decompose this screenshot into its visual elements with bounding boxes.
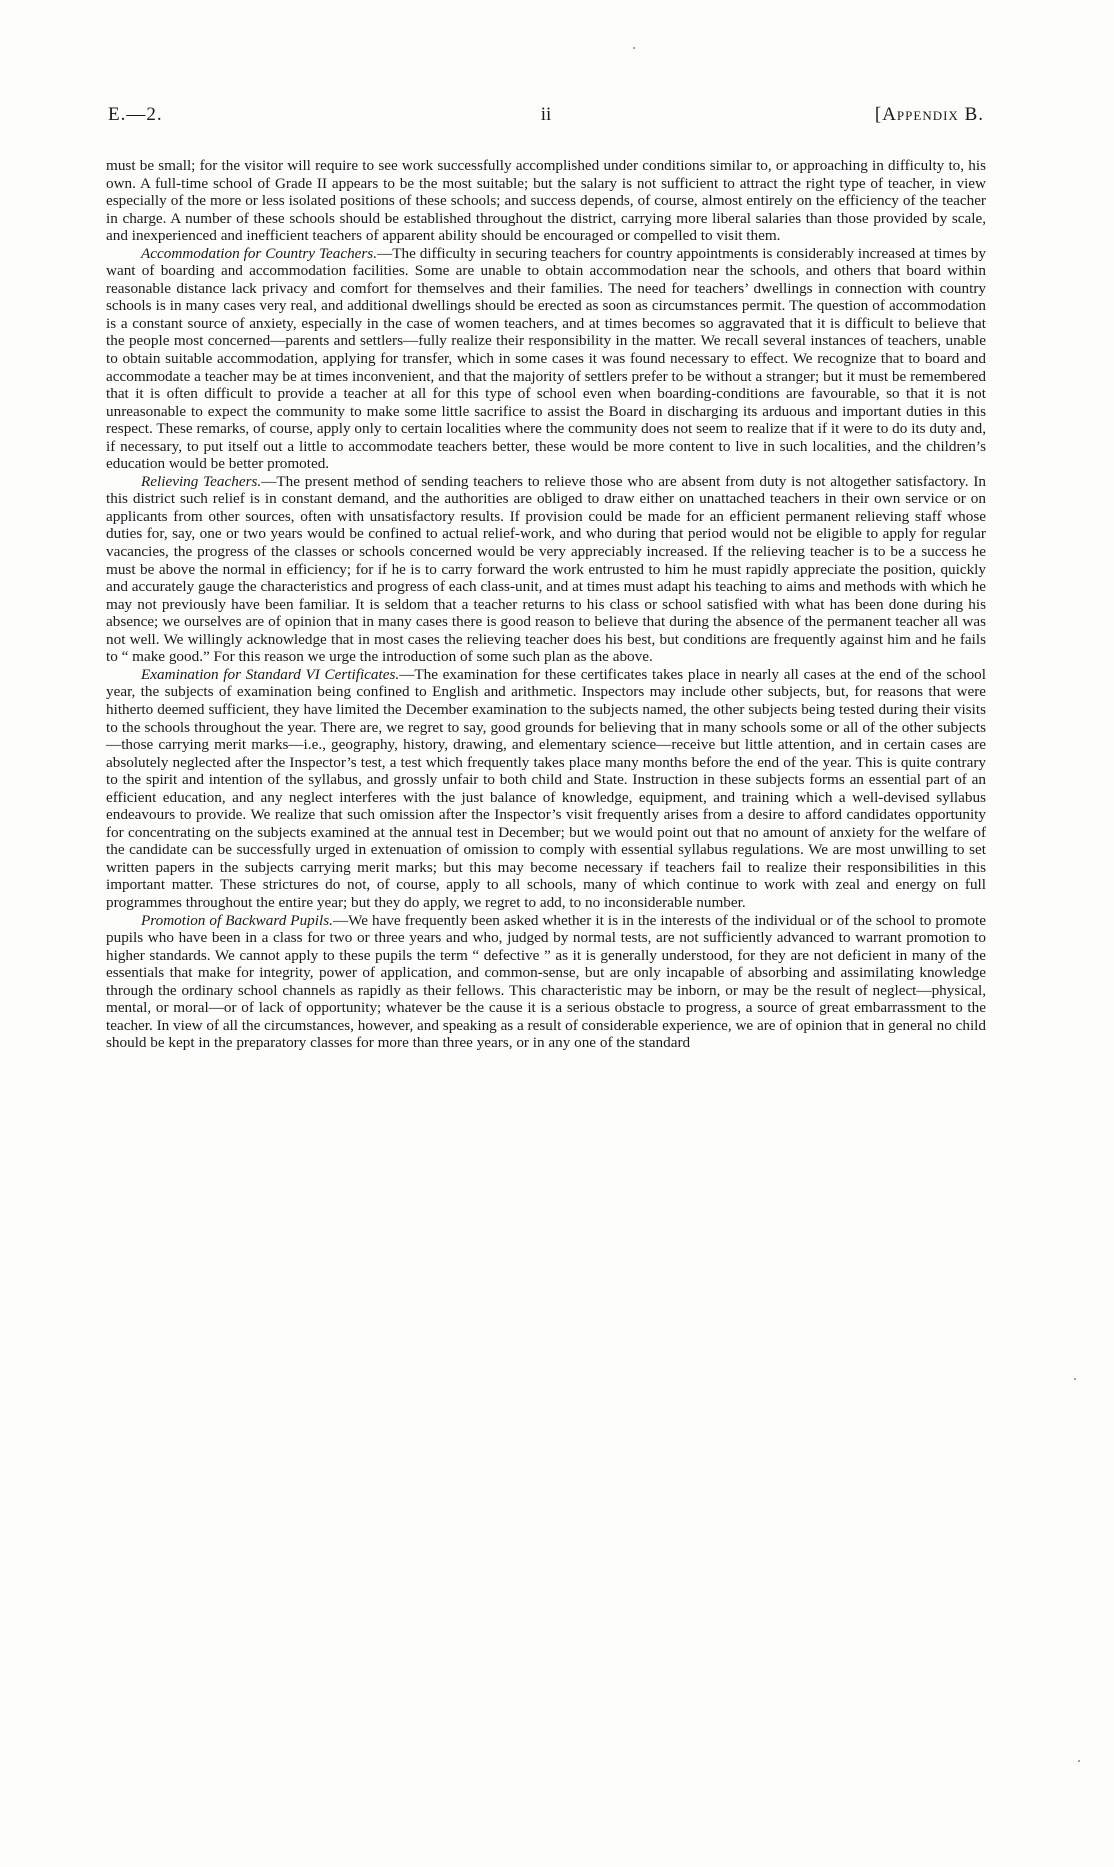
section-heading: Examination for Standard VI Certificates. bbox=[141, 665, 400, 683]
paragraph-text: —The present method of sending teachers to relieve those who are absent from duty is not altogether satisfactory. In this district such relief is in constant demand, and the authorities are obliged to draw either on unattached teachers in their own service or on applicants from other sources, often with unsatisfactory results. If provision could be made for an efficient permanent relieving staff whose duties for, say, one or two years would be confined to actual relief-work, and who during that period would not be eligible to apply for regular vacancies, the progress of the classes or schools concerned would be very appreciably increased. If the relieving teacher is to be a success he must be above the normal in efficiency; for if he is to carry forward the work entrusted to him he must rapidly appreciate the position, quickly and accurately gauge the characteristics and progress of each class-unit, and at times must adapt his teaching to aims and methods with which he may not previously have been familiar. It is seldom that a teacher returns to his class or school satisfied with what has been done during his absence; we ourselves are of opinion that in many cases there is good reason to believe that during the absence of the permanent teacher all was not well. We willingly acknowledge that in most cases the relieving teacher does his best, but conditions are frequently against him and he fails to “ make good.” For this reason we urge the introduction of some such plan as the above. bbox=[106, 472, 987, 666]
page-number: ii bbox=[540, 104, 552, 125]
scan-speck bbox=[1074, 1378, 1076, 1380]
appendix-label: [Appendix B. bbox=[874, 104, 984, 125]
paragraph-continued bbox=[106, 157, 986, 245]
page-header bbox=[108, 104, 984, 134]
paragraph-examination bbox=[106, 666, 986, 912]
section-heading: Promotion of Backward Pupils. bbox=[141, 911, 333, 929]
paragraph-text: —The difficulty in securing teachers for country appointments is considerably increased at times by want of boarding and accommodation facilities. Some are unable to obtain accommodation near the schools, and others that board within reasonable distance lack privacy and comfort for themselves and their families. The need for teachers’ dwellings in connection with country schools is in many cases very real, and additional dwellings should be erected as soon as circumstances permit. The question of accommodation is a constant source of anxiety, especially in the case of women teachers, and at times becomes so aggravated that it is difficult to believe that the people most concerned—parents and settlers—fully realize their responsibility in the matter. We recall several instances of teachers, unable to obtain suitable accommodation, applying for transfer, which in some cases it was found necessary to effect. We recognize that to board and accommodate a teacher may be at times inconvenient, and that the majority of settlers prefer to be without a stranger; but it must be remembered that it is often difficult to provide a teacher at all for this type of school even when boarding-conditions are favourable, so that it is not unreasonable to expect the community to make some little sacrifice to assist the Board in discharging its arduous and important duties in this respect. These remarks, of course, apply only to certain localities where the community does not seem to realize that if it were to do its duty and, if necessary, to put itself out a little to accommodate teachers better, these would be more content to live in such localities, and the children’s education would be better promoted. bbox=[106, 244, 986, 473]
section-heading: Relieving Teachers. bbox=[141, 472, 262, 490]
body-text bbox=[106, 157, 986, 1052]
paragraph-text: must be small; for the visitor will require to see work successfully accomplished under conditions similar to, or approaching in difficulty to, his own. A full-time school of Grade II appears to be the most suitable; but the salary is not sufficient to attract the right type of teacher, in view especially of the more or less isolated positions of these schools; and success depends, of course, almost entirely on the efficiency of the teacher in charge. A number of these schools should be established throughout the district, carrying more liberal salaries than those provided by scale, and inexperienced and inefficient teachers of apparent ability should be encouraged or compelled to visit them. bbox=[106, 157, 986, 245]
paragraph-text: —The examination for these certificates takes place in nearly all cases at the end of the school year, the subjects of examination being confined to English and arithmetic. Inspectors may include other subjects, but, for reasons that were hitherto deemed sufficient, they have limited the December examination to the subjects named, the other subjects being tested during their visits to the schools throughout the year. There are, we regret to say, good grounds for believing that in many schools some or all of the other subjects—those carrying merit marks—i.e., geography, history, drawing, and elementary science—receive but little attention, and in certain cases are absolutely neglected after the Inspector’s test, a test which frequently takes place many months before the end of the year. This is quite contrary to the spirit and intention of the syllabus, and grossly unfair to both child and State. Instruction in these subjects forms an essential part of an efficient education, and any neglect interferes with the just balance of knowledge, equipment, and training which a well-devised syllabus endeavours to provide. We realize that such omission after the Inspector’s visit frequently arises from a desire to afford candidates opportunity for concentrating on the subjects examined at the annual test in December; but we would point out that no amount of anxiety for the welfare of the candidate can be successfully urged in extenuation of omission to comply with essential syllabus regulations. We are most unwilling to set written papers in the subjects carrying merit marks; but this may become necessary if teachers fail to realize their responsibilities in this important matter. These strictures do not, of course, apply to all schools, many of which continue to work with zeal and energy on full programmes throughout the entire year; but they do apply, we regret to add, to no inconsiderable number. bbox=[106, 665, 986, 911]
scan-speck bbox=[1078, 1760, 1080, 1762]
section-heading: Accommodation for Country Teachers. bbox=[141, 244, 378, 262]
document-reference: E.—2. bbox=[108, 104, 163, 125]
scan-speck bbox=[633, 47, 635, 49]
paragraph-text: —We have frequently been asked whether it is in the interests of the individual or of the school to promote pupils who have been in a class for two or three years and who, judged by normal tests, are not sufficiently advanced to warrant promotion to higher standards. We cannot apply to these pupils the term “ defective ” as it is generally understood, for they are not deficient in many of the essentials that make for integrity, power of application, and common-sense, but are only incapable of absorbing and assimilating knowledge through the ordinary school channels as rapidly as their fellows. This characteristic may be inborn, or may be the result of neglect—physical, mental, or moral—or of lack of opportunity; whatever be the cause it is a serious obstacle to progress, a source of great embarrassment to the teacher. In view of all the circumstances, however, and speaking as a result of considerable experience, we are of opinion that in general no child should be kept in the preparatory classes for more than three years, or in any one of the standard bbox=[106, 911, 986, 1052]
paragraph-relieving-teachers bbox=[106, 473, 986, 666]
paragraph-accommodation bbox=[106, 245, 986, 473]
paragraph-promotion bbox=[106, 912, 986, 1052]
